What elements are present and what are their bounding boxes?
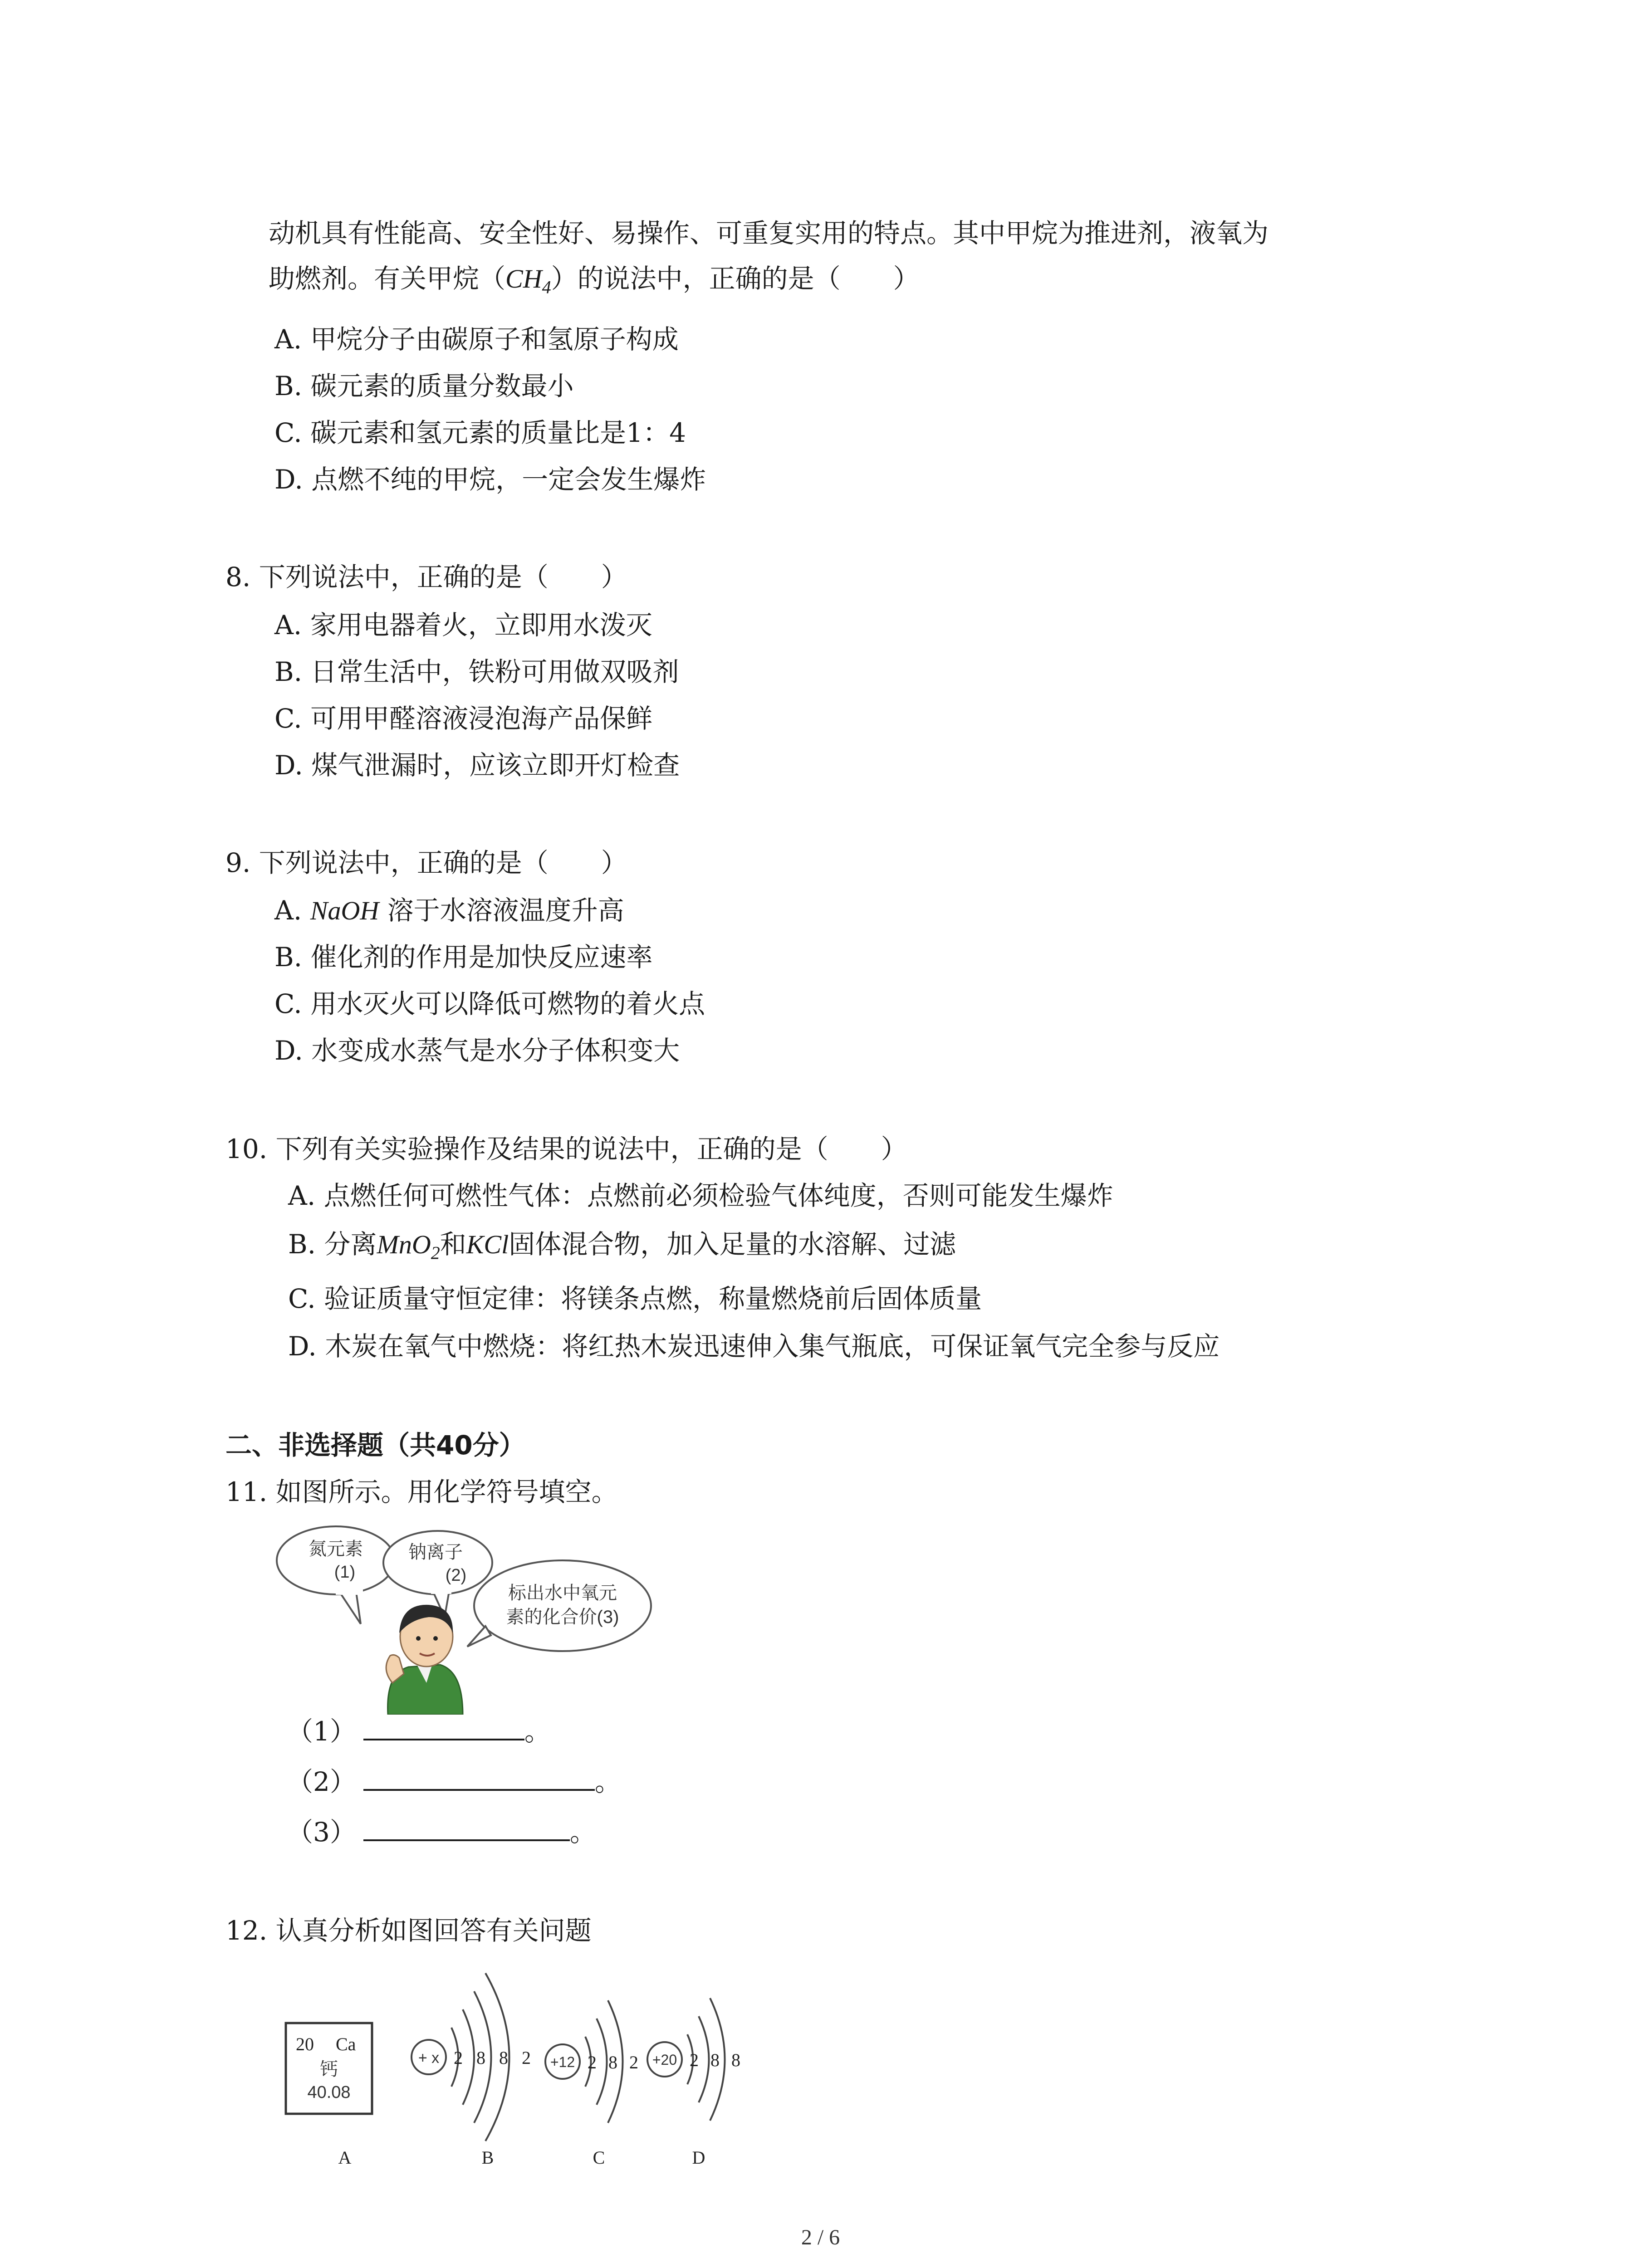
- q11-answer-3-end: 。: [569, 1817, 596, 1848]
- q11-answer-2-label: （2）: [287, 1766, 356, 1797]
- q9-option-a-label: A.: [274, 895, 310, 926]
- q10-option-b-and: 和: [440, 1229, 466, 1260]
- element-cell-calcium: [286, 2023, 372, 2114]
- q10-option-d: D. 木炭在氧气中燃烧：将红热木炭迅速伸入集气瓶底，可保证氧气完全参与反应: [288, 1331, 1220, 1362]
- q7-option-d: D. 点燃不纯的甲烷，一定会发生爆炸: [274, 464, 706, 495]
- q11-answer-1-label: （1）: [287, 1716, 356, 1747]
- q11-answer-1-end: 。: [524, 1716, 551, 1747]
- q12-figure: [272, 1960, 762, 2186]
- atom-structure-b: [411, 1973, 535, 2141]
- q7-stem-text-b: ）的说法中，正确的是（ ）: [551, 263, 920, 294]
- label-d: D: [692, 2147, 705, 2168]
- q11-answer-1: [287, 1713, 551, 1748]
- q9-option-a: [274, 894, 624, 927]
- q7-option-c: C. 碳元素和氢元素的质量比是1：4: [274, 417, 686, 448]
- q9-option-d: D. 水变成水蒸气是水分子体积变大: [274, 1035, 680, 1066]
- section-heading: 二、非选择题（共40分）: [225, 1430, 525, 1461]
- q11-answer-3: [287, 1814, 596, 1848]
- q7-option-a: A. 甲烷分子由碳原子和氢原子构成: [274, 324, 679, 355]
- q7-formula: CH: [505, 264, 542, 293]
- element-symbol: Ca: [336, 2034, 356, 2054]
- element-name: 钙: [320, 2059, 338, 2079]
- q7-option-b: B. 碳元素的质量分数最小: [274, 371, 574, 401]
- page-number: 2 / 6: [801, 2225, 840, 2249]
- q10-option-b-label: B. 分离: [288, 1229, 377, 1260]
- q8-option-b: B. 日常生活中，铁粉可用做双吸剂: [274, 656, 679, 687]
- q9-option-c: C. 用水灭火可以降低可燃物的着火点: [274, 988, 705, 1019]
- bubble-1-line2: (1): [334, 1563, 356, 1582]
- atom-structure-c: [545, 2000, 642, 2123]
- q11-answer-2-end: 。: [594, 1766, 621, 1797]
- q12-stem: 12. 认真分析如图回答有关问题: [225, 1915, 592, 1946]
- q8-option-a: A. 家用电器着火，立即用水泼灭: [274, 610, 652, 640]
- atom-structure-d: [647, 1998, 744, 2121]
- q7-stem-line1: 动机具有性能高、安全性好、易操作、可重复实用的特点。其中甲烷为推进剂，液氧为: [269, 218, 1269, 249]
- q8-option-c: C. 可用甲醛溶液浸泡海产品保鲜: [274, 703, 653, 734]
- q9-stem: 9. 下列说法中，正确的是（ ）: [225, 847, 627, 878]
- atom-b-electrons: 2 8 8 2: [454, 2048, 535, 2068]
- q8-option-d: D. 煤气泄漏时，应该立即开灯检查: [274, 750, 680, 781]
- label-c: C: [593, 2147, 605, 2168]
- q8-stem: 8. 下列说法中，正确的是（ ）: [225, 562, 627, 592]
- q11-answer-3-blank[interactable]: [363, 1814, 570, 1841]
- element-number: 20: [296, 2034, 314, 2054]
- speech-bubble-1: [277, 1526, 395, 1624]
- atom-d-electrons: 2 8 8: [690, 2050, 744, 2070]
- q10-option-b-text: 固体混合物，加入足量的水溶解、过滤: [509, 1229, 956, 1260]
- bubble-2-line1: 钠离子: [408, 1542, 463, 1562]
- q11-answer-3-label: （3）: [287, 1817, 356, 1848]
- atom-c-nucleus: +12: [550, 2054, 575, 2070]
- student-illustration: [386, 1605, 463, 1715]
- q9-option-a-text: 溶于水溶液温度升高: [379, 895, 624, 926]
- q7-stem-line2: [269, 262, 920, 304]
- q11-answer-1-blank[interactable]: [363, 1713, 524, 1740]
- q10-option-a: A. 点燃任何可燃性气体：点燃前必须检验气体纯度，否则可能发生爆炸: [288, 1180, 1113, 1211]
- bubble-1-line1: 氮元素: [309, 1539, 363, 1559]
- q11-stem: 11. 如图所示。用化学符号填空。: [225, 1476, 618, 1507]
- atom-b-nucleus: + x: [418, 2049, 440, 2067]
- q11-answer-2: [287, 1764, 621, 1798]
- q10-option-b: [288, 1228, 956, 1270]
- atom-c-electrons: 2 8 2: [588, 2052, 642, 2072]
- q7-formula-sub: 4: [542, 277, 551, 298]
- speech-bubble-3: [467, 1560, 651, 1651]
- q11-answer-2-blank[interactable]: [363, 1764, 595, 1791]
- label-a: A: [338, 2147, 352, 2168]
- q10-option-b-formula1-sub: 2: [431, 1242, 440, 1263]
- bubble-3-line2: 素的化合价(3): [506, 1607, 619, 1627]
- q9-option-a-formula: NaOH: [310, 896, 379, 925]
- q10-option-b-formula1: MnO: [377, 1230, 431, 1259]
- element-mass: 40.08: [307, 2083, 351, 2102]
- bubble-2-line2: (2): [445, 1566, 467, 1585]
- q9-option-b: B. 催化剂的作用是加快反应速率: [274, 942, 653, 973]
- atom-d-nucleus: +20: [652, 2052, 677, 2068]
- q10-option-b-formula2: KCl: [466, 1230, 509, 1259]
- q10-option-c: C. 验证质量守恒定律：将镁条点燃，称量燃烧前后固体质量: [288, 1283, 982, 1314]
- q11-figure: [272, 1520, 717, 1715]
- label-b: B: [481, 2147, 494, 2168]
- q10-stem: 10. 下列有关实验操作及结果的说法中，正确的是（ ）: [225, 1134, 907, 1164]
- q7-stem-text-a: 助燃剂。有关甲烷（: [269, 263, 506, 294]
- bubble-3-line1: 标出水中氧元: [508, 1583, 617, 1603]
